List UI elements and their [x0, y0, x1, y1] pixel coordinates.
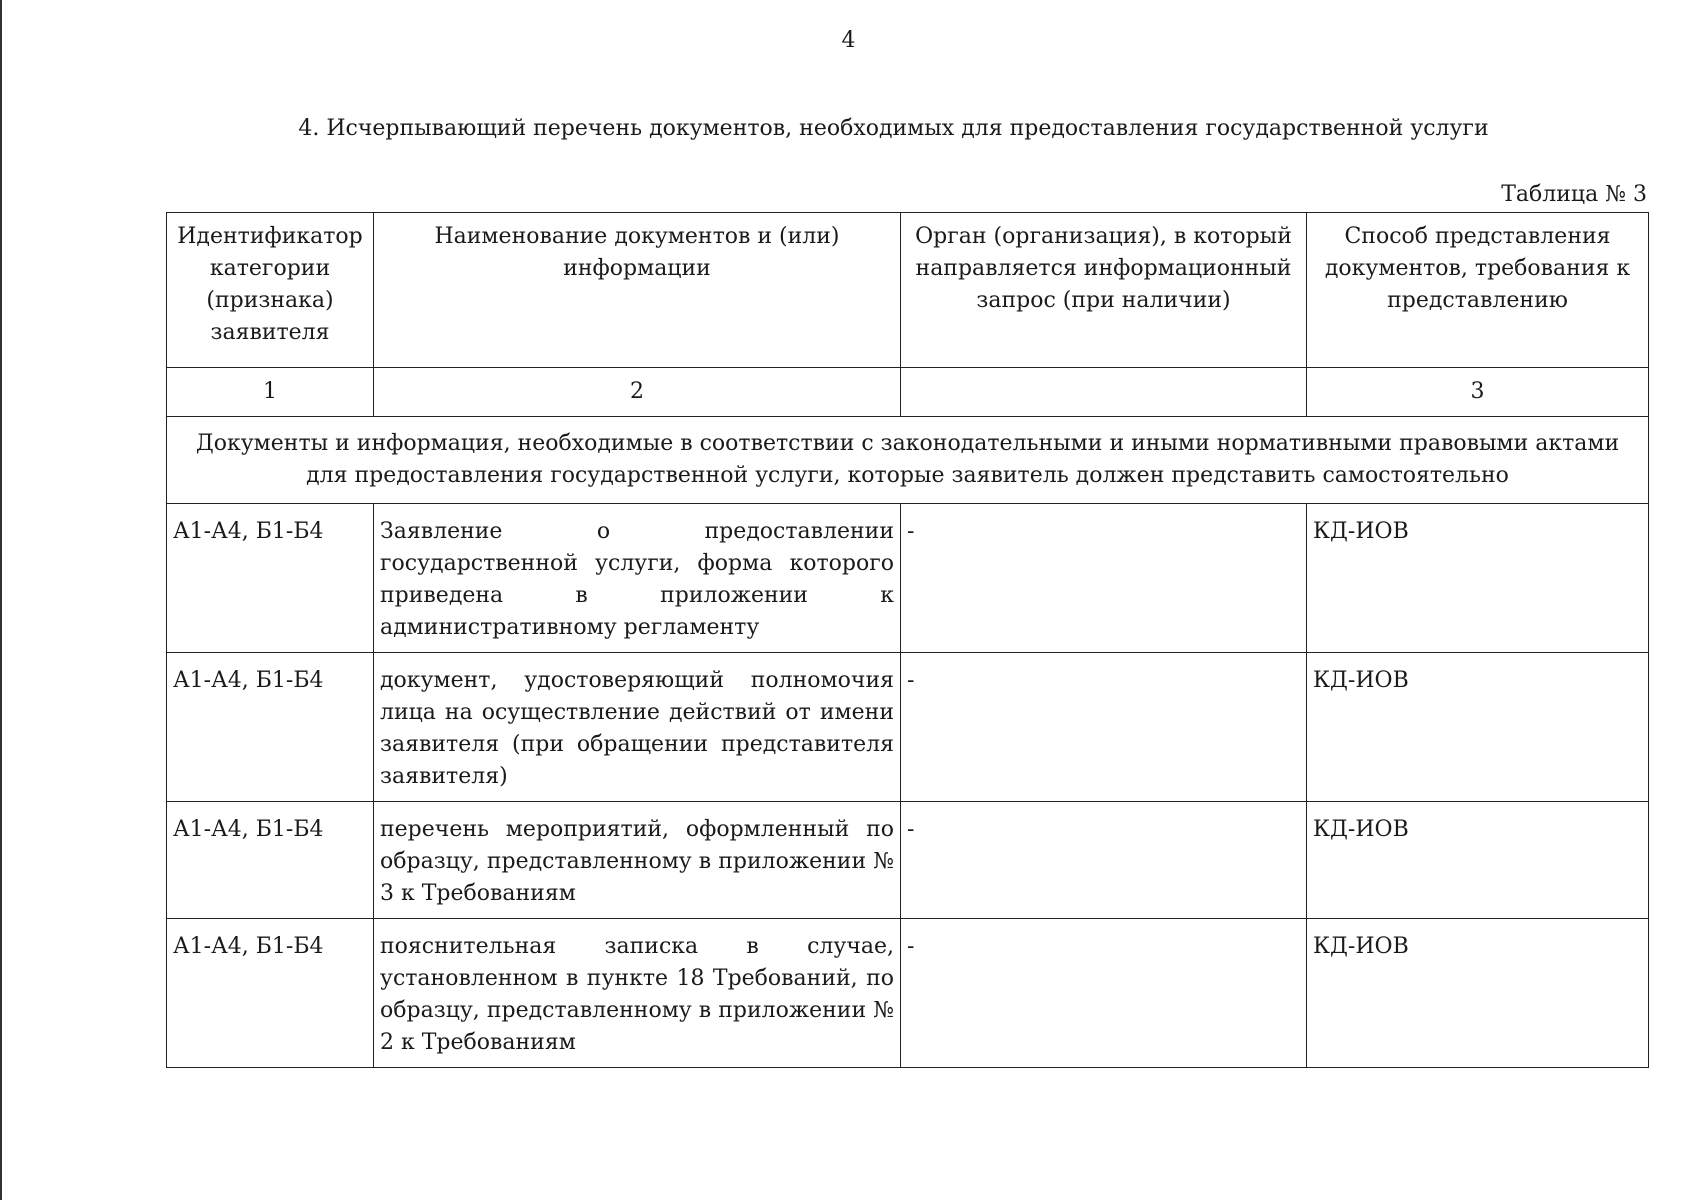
section-heading-row	[167, 417, 1649, 504]
column-number: 1	[167, 368, 374, 417]
documents-table	[166, 212, 1649, 1068]
column-number-row	[167, 368, 1649, 417]
row-method: КД-ИОВ	[1307, 653, 1649, 802]
page-number: 4	[841, 28, 856, 53]
table-header-row	[167, 213, 1649, 368]
header-document-name: Наименование документов и (или) информации	[374, 213, 901, 368]
table-row	[167, 919, 1649, 1068]
row-method: КД-ИОВ	[1307, 504, 1649, 653]
row-category: А1-А4, Б1-Б4	[167, 653, 374, 802]
section-heading: Документы и информация, необходимые в соответствии с законодательными и иными нормативными правовыми актами для предоставления государственной услуги, которые заявитель должен представить самостоятельно	[167, 417, 1649, 504]
column-number	[901, 368, 1307, 417]
row-organ: -	[901, 802, 1307, 919]
column-number: 3	[1307, 368, 1649, 417]
row-category: А1-А4, Б1-Б4	[167, 802, 374, 919]
row-category: А1-А4, Б1-Б4	[167, 919, 374, 1068]
section-title: 4. Исчерпывающий перечень документов, необходимых для предоставления государственной услуги	[298, 116, 1489, 141]
table-row	[167, 504, 1649, 653]
row-document: пояснительная записка в случае, установленном в пункте 18 Требований, по образцу, представленному в приложении № 2 к Требованиям	[374, 919, 901, 1068]
table-row	[167, 802, 1649, 919]
row-method: КД-ИОВ	[1307, 802, 1649, 919]
row-organ: -	[901, 504, 1307, 653]
row-category: А1-А4, Б1-Б4	[167, 504, 374, 653]
row-method: КД-ИОВ	[1307, 919, 1649, 1068]
column-number: 2	[374, 368, 901, 417]
row-organ: -	[901, 653, 1307, 802]
header-organ: Орган (организация), в который направляется информационный запрос (при наличии)	[901, 213, 1307, 368]
page-left-edge	[0, 0, 2, 1200]
row-organ: -	[901, 919, 1307, 1068]
row-document: перечень мероприятий, оформленный по образцу, представленному в приложении № 3 к Требованиям	[374, 802, 901, 919]
row-document: Заявление о предоставлении государственной услуги, форма которого приведена в приложении к административному регламенту	[374, 504, 901, 653]
table-caption: Таблица № 3	[1501, 182, 1647, 207]
header-category: Идентификатор категории (признака) заявителя	[167, 213, 374, 368]
header-method: Способ представления документов, требования к представлению	[1307, 213, 1649, 368]
row-document: документ, удостоверяющий полномочия лица на осуществление действий от имени заявителя (при обращении представителя заявителя)	[374, 653, 901, 802]
table-row	[167, 653, 1649, 802]
